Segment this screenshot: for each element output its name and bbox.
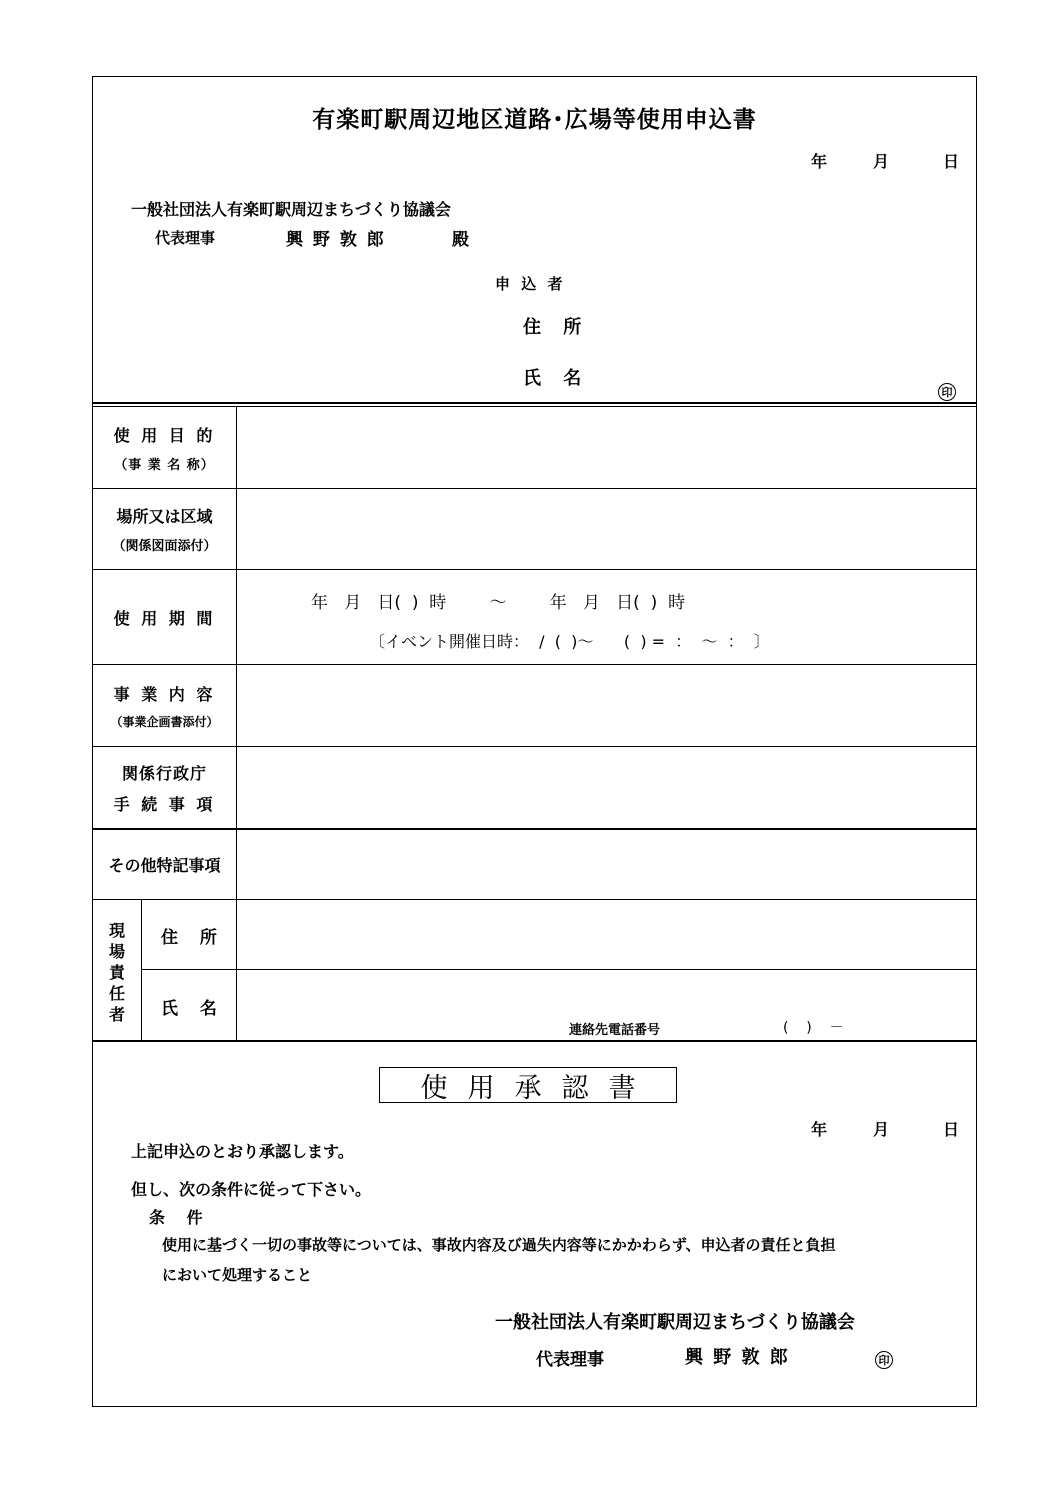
phone-field[interactable]: ( ) － bbox=[783, 1020, 844, 1036]
site-manager-label bbox=[93, 903, 141, 1041]
event-datetime[interactable]: 〔イベント開催日時： / ( )～ ( ) = ： ～ ： 〕 bbox=[369, 632, 770, 651]
location-sublabel: （関係図面添付） bbox=[112, 539, 217, 554]
date-day: 日 bbox=[943, 152, 960, 171]
other-field[interactable] bbox=[237, 830, 977, 898]
approval-title: 使用承認書 bbox=[379, 1067, 677, 1103]
column-divider bbox=[141, 899, 142, 1040]
other-label: その他特記事項 bbox=[108, 856, 221, 875]
approver-role: 代表理事 bbox=[536, 1350, 604, 1370]
addressee-honorific: 殿 bbox=[452, 230, 469, 250]
applicant-seal-icon: 印 bbox=[938, 383, 956, 401]
government-field[interactable] bbox=[237, 747, 977, 827]
applicant-address-label: 住 所 bbox=[523, 317, 590, 338]
business-label-cell bbox=[93, 665, 236, 746]
purpose-field[interactable] bbox=[237, 407, 977, 487]
government-label-1: 関係行政庁 bbox=[121, 763, 207, 783]
addressee-name: 興 野 敦 郎 bbox=[286, 230, 386, 250]
manager-name-field[interactable] bbox=[237, 970, 977, 1020]
business-field[interactable] bbox=[237, 665, 977, 745]
table-bottom-border bbox=[93, 1040, 976, 1042]
site-manager-char: 責 bbox=[108, 962, 125, 982]
approver-org: 一般社団法人有楽町駅周辺まちづくり協議会 bbox=[495, 1312, 855, 1333]
addressee-org: 一般社団法人有楽町駅周辺まちづくり協議会 bbox=[131, 200, 451, 219]
condition-text-2: において処理すること bbox=[162, 1266, 313, 1284]
manager-address-field[interactable] bbox=[237, 900, 977, 968]
site-manager-char: 現 bbox=[108, 920, 125, 940]
government-label-2: 手 続 事 項 bbox=[113, 794, 216, 814]
approval-line-1: 上記申込のとおり承認します。 bbox=[131, 1142, 354, 1161]
purpose-label: 使 用 目 的 bbox=[113, 425, 216, 445]
other-label-cell bbox=[93, 830, 236, 899]
approval-date-month: 月 bbox=[873, 1120, 890, 1139]
form-title: 有楽町駅周辺地区道路･広場等使用申込書 bbox=[312, 107, 757, 133]
government-label-cell bbox=[93, 747, 236, 828]
period-label: 使 用 期 間 bbox=[113, 608, 216, 628]
location-label: 場所又は区域 bbox=[116, 507, 213, 526]
approval-line-2: 但し、次の条件に従って下さい。 bbox=[131, 1180, 372, 1199]
approval-date-day: 日 bbox=[943, 1120, 960, 1139]
location-field[interactable] bbox=[237, 489, 977, 569]
application-form bbox=[92, 76, 977, 1407]
addressee-role: 代表理事 bbox=[155, 229, 216, 247]
period-range[interactable]: 年 月 日( ) 時 ～ 年 月 日( ) 時 bbox=[311, 593, 686, 613]
table-top-border bbox=[93, 402, 976, 404]
purpose-sublabel: （事 業 名 称） bbox=[114, 457, 215, 473]
applicant-heading: 申 込 者 bbox=[495, 275, 566, 293]
site-manager-char: 場 bbox=[108, 941, 125, 961]
site-manager-char: 任 bbox=[108, 983, 125, 1003]
approval-date-year: 年 bbox=[811, 1120, 828, 1139]
date-month: 月 bbox=[873, 152, 890, 171]
date-year: 年 bbox=[811, 152, 828, 171]
purpose-label-cell bbox=[93, 407, 236, 488]
applicant-name-label: 氏 名 bbox=[523, 368, 590, 389]
approver-seal-icon: 印 bbox=[875, 1351, 893, 1369]
business-label: 事 業 内 容 bbox=[113, 684, 216, 704]
site-manager-char: 者 bbox=[108, 1004, 125, 1024]
phone-label: 連絡先電話番号 bbox=[569, 1023, 661, 1038]
location-label-cell bbox=[93, 489, 236, 569]
manager-name-label: 氏 名 bbox=[161, 999, 225, 1019]
approver-name: 興 野 敦 郎 bbox=[685, 1347, 790, 1368]
manager-address-label: 住 所 bbox=[161, 928, 225, 948]
condition-label: 条 件 bbox=[149, 1208, 211, 1227]
period-label-cell bbox=[93, 570, 236, 664]
condition-text-1: 使用に基づく一切の事故等については、事故内容及び過失内容等にかかわらず、申込者の責任と負担 bbox=[162, 1236, 836, 1254]
business-sublabel: （事業企画書添付） bbox=[110, 714, 219, 729]
